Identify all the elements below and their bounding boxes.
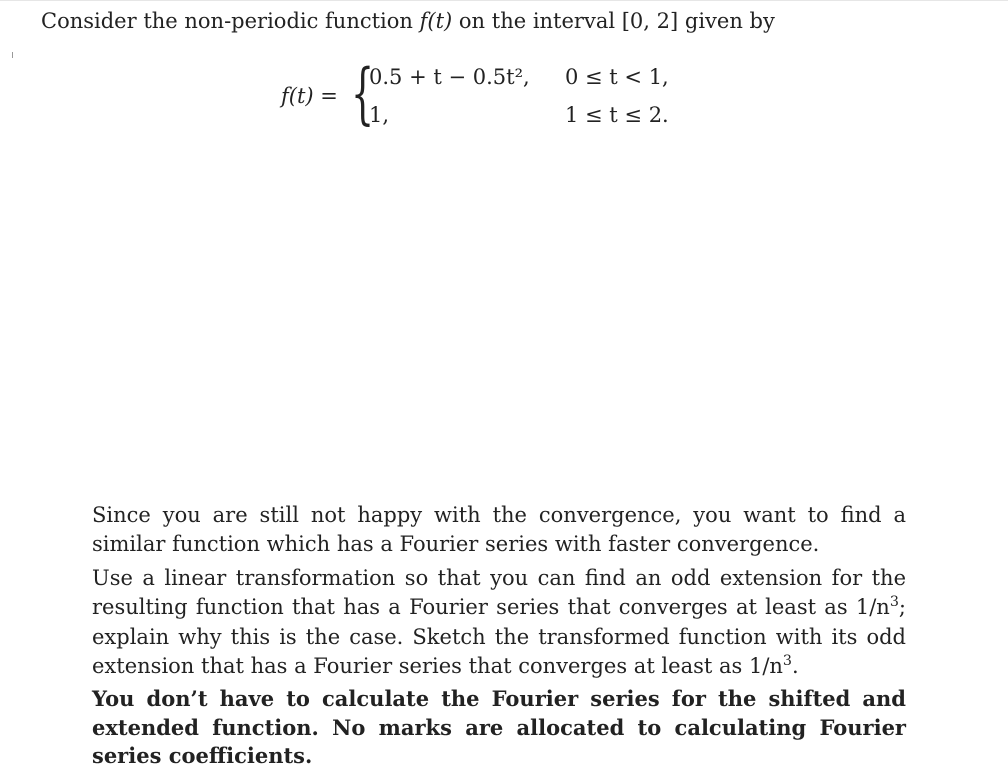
paragraph-convergence: Since you are still not happy with the convergence, you want to find a similar function which has a Fourier series with faster convergence. [92, 503, 906, 557]
case-1-expression: 0.5 + t − 0.5t², [369, 65, 530, 89]
equation-lhs: f(t) = [281, 84, 338, 108]
intro-sentence [41, 6, 775, 36]
case-2-expression: 1, [369, 103, 390, 127]
case-2-condition: 1 ≤ t ≤ 2. [565, 103, 669, 127]
instructions-exponent-2: 3 [782, 653, 792, 670]
instructions-part-2: ; explain why this is the case. Sketch the transformed function with its odd extension that has a Fourier series that converges at least as 1/n [92, 595, 906, 678]
instructions-part-1: Use a linear transformation so that you can find an odd extension for the resulting function that has a Fourier series that converges at least as 1/n [92, 566, 906, 620]
intro-text-before: Consider the non-periodic function [41, 9, 420, 33]
top-rule [0, 0, 1008, 1]
instructions-exponent-1: 3 [889, 594, 899, 611]
paragraph-note: You don’t have to calculate the Fourier series for the shifted and extended function. No marks are allocated to calculating Fourier series coefficients. [92, 686, 906, 768]
stray-mark [12, 52, 13, 58]
case-1-condition: 0 ≤ t < 1, [565, 65, 669, 89]
instructions-part-3: . [792, 653, 799, 678]
intro-function: f(t) [419, 9, 453, 33]
paragraph-instructions [92, 564, 906, 681]
equation-brace: { [351, 55, 375, 132]
intro-text-after: on the interval [0, 2] given by [452, 9, 775, 33]
